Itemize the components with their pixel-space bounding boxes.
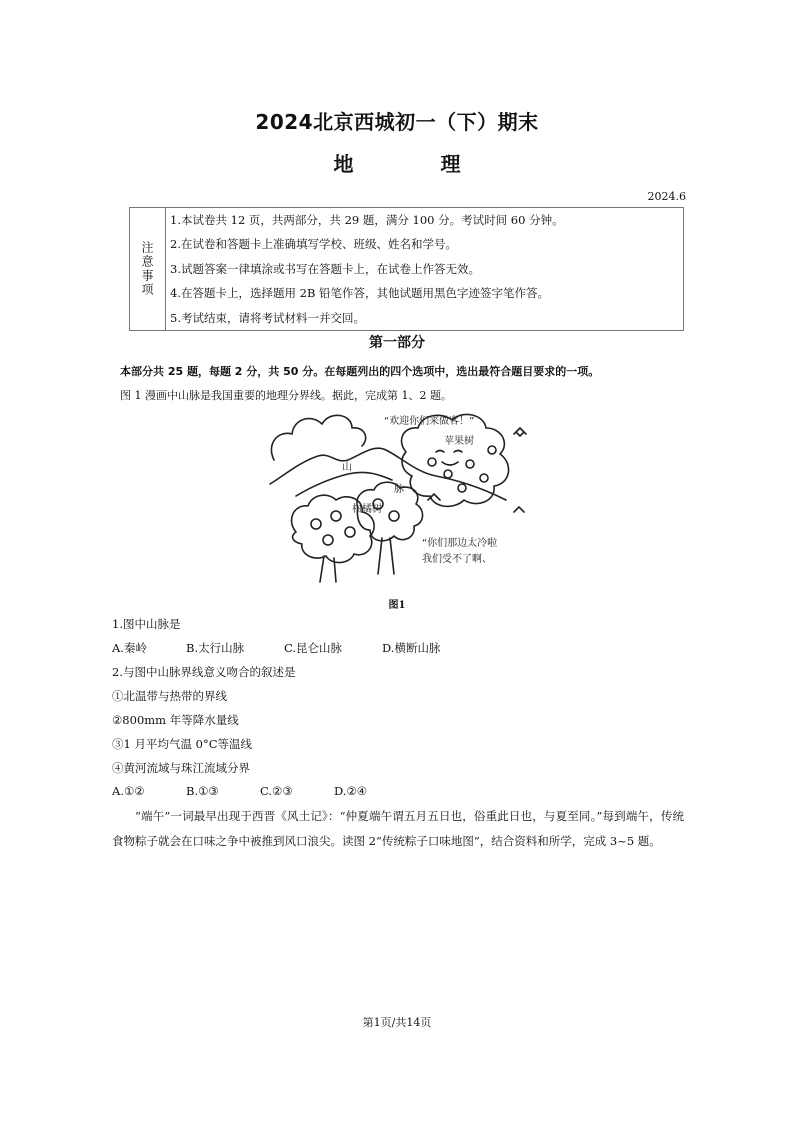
figure-intro: 图 1 漫画中山脉是我国重要的地理分界线。据此，完成第 1、2 题。	[120, 389, 452, 402]
mountain-label-mai: 脉	[394, 484, 404, 495]
notice-label: 注意事项	[130, 208, 166, 331]
apple-shape	[444, 470, 452, 478]
mountain-label-shan: 山	[342, 462, 352, 473]
reading-passage: “端午”一词最早出现于西晋《风土记》：“仲夏端午谓五月五日也，俗重此日也，与夏至同。”每到端午，传统食物粽子就会在口味之争中被推到风口浪尖。读图 2“传统粽子口味地图”，结合资料和所学，完成 3~5 题。	[112, 809, 684, 848]
option-a[interactable]: A.①②	[112, 784, 145, 798]
apple-shape	[466, 460, 474, 468]
question-1-stem: 1.图中山脉是	[112, 617, 181, 631]
apple-shape	[488, 446, 496, 454]
question-2-statement: ④黄河流域与珠江流域分界	[112, 761, 250, 775]
apple-tree-label: 苹果树	[444, 436, 474, 447]
option-b[interactable]: B.太行山脉	[186, 641, 245, 655]
question-2-options	[112, 784, 367, 798]
orange-fruit-shape	[311, 519, 321, 529]
option-c[interactable]: C.昆仑山脉	[284, 641, 343, 655]
speech-bubble-top-text: “欢迎你们来做客！”	[384, 416, 475, 427]
apple-tree-crown-shape	[402, 414, 509, 506]
exam-date: 2024.6	[647, 190, 686, 203]
option-c[interactable]: C.②③	[260, 784, 293, 798]
apple-shape	[428, 458, 436, 466]
apple-tree-face-shape	[436, 451, 462, 466]
orange-tree-label: 柑橘树	[352, 504, 382, 515]
question-1-options	[112, 640, 440, 656]
orange-fruit-shape	[323, 535, 333, 545]
bird-shape	[514, 428, 526, 436]
question-2-statement: ③1 月平均气温 0°C等温线	[112, 737, 252, 751]
part-one-title: 第一部分	[369, 335, 425, 351]
notice-item: 5.考试结束，请将考试材料一并交回。	[170, 310, 365, 325]
apple-shape	[458, 484, 466, 492]
speech-bubble-bottom-text-2: 我们受不了啊、	[422, 554, 492, 565]
notice-item: 3.试题答案一律填涂或书写在答题卡上，在试卷上作答无效。	[170, 261, 480, 276]
option-d[interactable]: D.②④	[334, 784, 368, 798]
notice-item: 1.本试卷共 12 页，共两部分，共 29 题，满分 100 分。考试时间 60 分钟。	[170, 213, 564, 227]
mountain-ridge-shape	[270, 448, 506, 500]
notice-table	[129, 207, 684, 331]
option-d[interactable]: D.横断山脉	[382, 641, 441, 655]
speech-bubble-bottom-text-1: “你们那边太冷啦	[422, 538, 498, 549]
question-2-statement: ②800mm 年等降水量线	[112, 713, 239, 727]
notice-item: 2.在试卷和答题卡上准确填写学校、班级、姓名和学号。	[170, 237, 457, 252]
part-one-description: 本部分共 25 题，每题 2 分，共 50 分。在每题列出的四个选项中，选出最符合题目要求的一项。	[120, 365, 600, 378]
exam-title: 2024北京西城初一（下）期末	[255, 110, 539, 134]
apple-shape	[480, 474, 488, 482]
figure-caption: 图1	[388, 600, 406, 611]
option-a[interactable]: A.秦岭	[112, 641, 147, 655]
mountain-cartoon-figure	[266, 404, 528, 590]
orange-fruit-shape	[345, 527, 355, 537]
bird-shape	[514, 507, 524, 512]
page-footer: 第1页/共14页	[362, 1016, 432, 1029]
orange-fruit-shape	[389, 511, 399, 521]
notice-item: 4.在答题卡上，选择题用 2B 铅笔作答，其他试题用黑色字迹签字笔作答。	[170, 286, 550, 301]
orange-fruit-shape	[331, 511, 341, 521]
notice-body	[166, 208, 684, 331]
option-b[interactable]: B.①③	[186, 784, 219, 798]
question-2-statement: ①北温带与热带的界线	[112, 689, 227, 703]
cloud-shape	[271, 415, 365, 460]
subject-title: 地 理	[333, 152, 501, 176]
question-2-stem: 2.与图中山脉界线意义吻合的叙述是	[112, 665, 296, 679]
